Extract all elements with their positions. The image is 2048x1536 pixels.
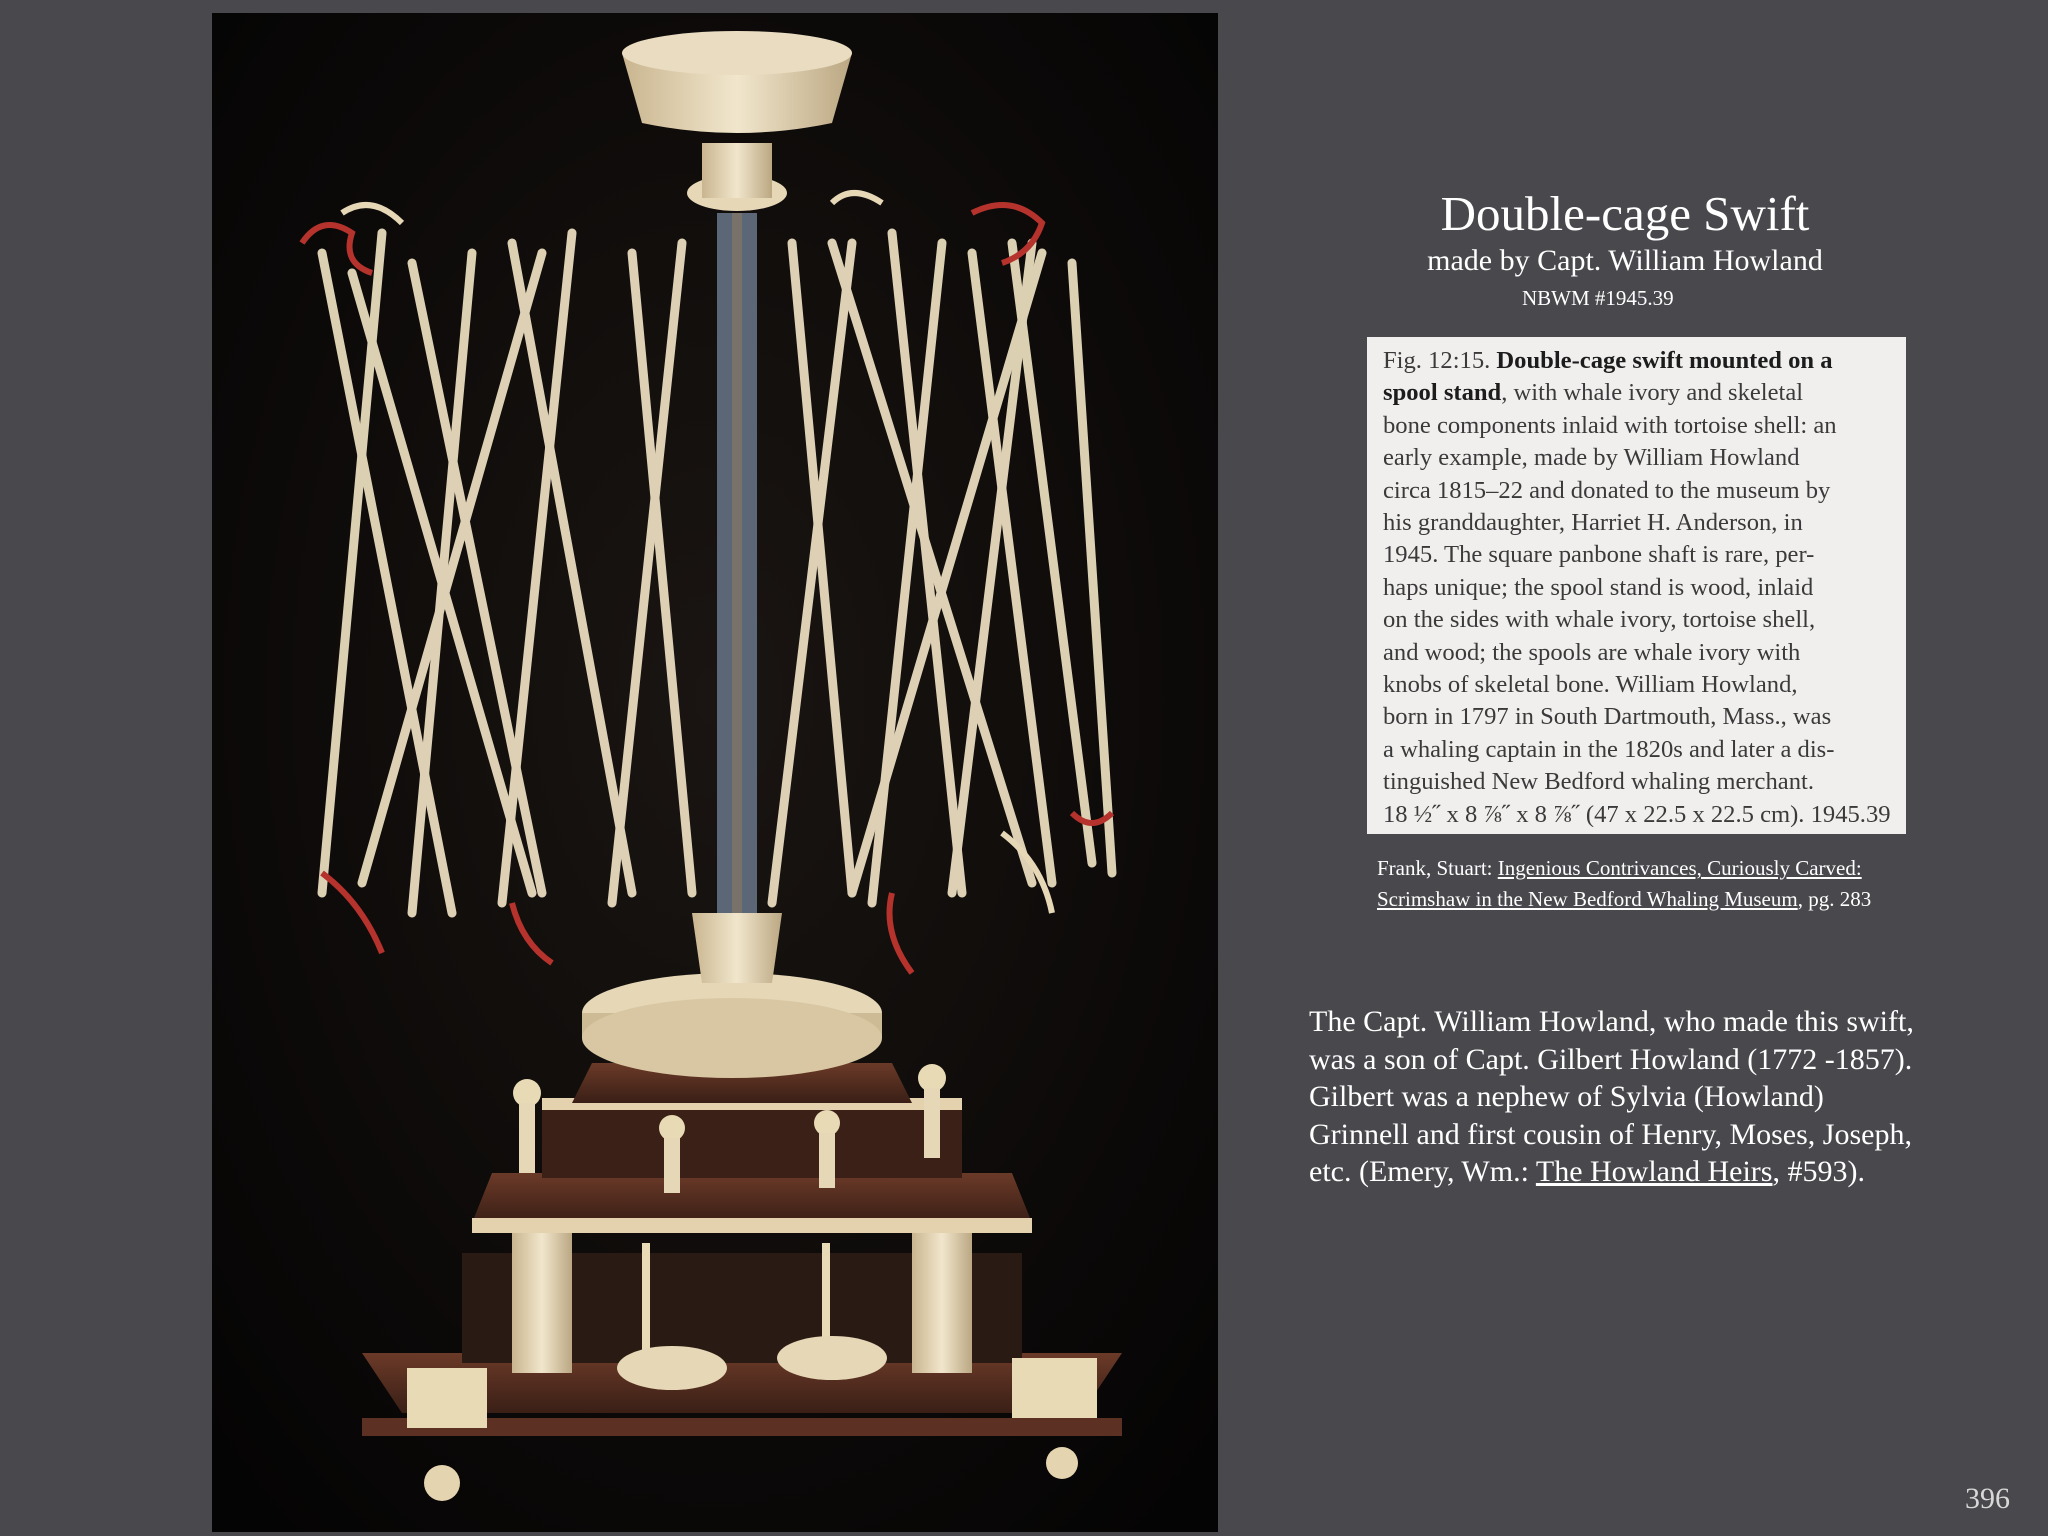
excerpt-line (1383, 345, 1900, 377)
excerpt-line: 1945. The square panbone shaft is rare, per- (1383, 541, 1815, 569)
excerpt-line: haps unique; the spool stand is wood, inlaid (1383, 573, 1814, 601)
excerpt-line: bone components inlaid with tortoise shell: an (1383, 411, 1837, 439)
body-line: Gilbert was a nephew of Sylvia (Howland) (1309, 1080, 1824, 1113)
citation (1377, 853, 1937, 915)
citation-book-title-cont: Scrimshaw in the New Bedford Whaling Museum (1377, 887, 1798, 911)
excerpt-line (1383, 377, 1900, 409)
excerpt-line: born in 1797 in South Dartmouth, Mass., was (1383, 703, 1832, 731)
page-number: 396 (1965, 1482, 2010, 1515)
slide-subtitle: made by Capt. William Howland (1427, 244, 1823, 277)
title-block (1350, 186, 1900, 280)
excerpt-bold-title-cont: spool stand (1383, 379, 1502, 407)
slide-title: Double-cage Swift (1440, 186, 1810, 241)
excerpt-line: early example, made by William Howland (1383, 444, 1800, 472)
excerpt-line: his granddaughter, Harriet H. Anderson, in (1383, 509, 1803, 537)
swift-photo (212, 13, 1218, 1532)
body-line: Grinnell and first cousin of Henry, Moses, Joseph, (1309, 1117, 1912, 1151)
body-line: was a son of Capt. Gilbert Howland (1772 -1857). (1309, 1042, 1913, 1076)
excerpt-line: knobs of skeletal bone. William Howland, (1383, 671, 1798, 699)
body-line (1309, 1153, 2009, 1191)
excerpt-line: and wood; the spools are whale ivory with (1383, 638, 1801, 666)
excerpt-bold-title: Double-cage swift mounted on a (1496, 347, 1833, 374)
body-last-prefix: etc. (Emery, Wm.: (1309, 1155, 1536, 1188)
double-cage-swift-illustration (212, 13, 1218, 1532)
citation-suffix: , pg. 283 (1797, 887, 1872, 911)
body-line: The Capt. William Howland, who made this swift, (1309, 1005, 1914, 1038)
excerpt-line: on the sides with whale ivory, tortoise shell, (1383, 606, 1816, 634)
excerpt-line: 18 ½˝ x 8 ⅞˝ x 8 ⅞˝ (47 x 22.5 x 22.5 cm). 1945.39 (1383, 800, 1891, 828)
base-middle-tier (472, 1173, 1032, 1223)
book-excerpt (1367, 337, 1906, 834)
excerpt-figure-label: Fig. 12:15. (1383, 347, 1497, 374)
excerpt-line: a whaling captain in the 1820s and later a dis- (1383, 735, 1835, 763)
catalog-number: NBWM #1945.39 (1522, 286, 1674, 310)
citation-prefix: Frank, Stuart: (1377, 856, 1498, 880)
excerpt-line: tinguished New Bedford whaling merchant. (1383, 768, 1814, 796)
excerpt-line-rest: , with whale ivory and skeletal (1501, 379, 1804, 407)
body-reference-title: The Howland Heirs (1535, 1155, 1773, 1188)
excerpt-line: circa 1815–22 and donated to the museum by (1383, 476, 1831, 504)
body-paragraph (1309, 1003, 2009, 1191)
body-last-suffix: , #593). (1772, 1155, 1865, 1188)
citation-book-title: Ingenious Contrivances, Curiously Carved: (1497, 856, 1862, 880)
